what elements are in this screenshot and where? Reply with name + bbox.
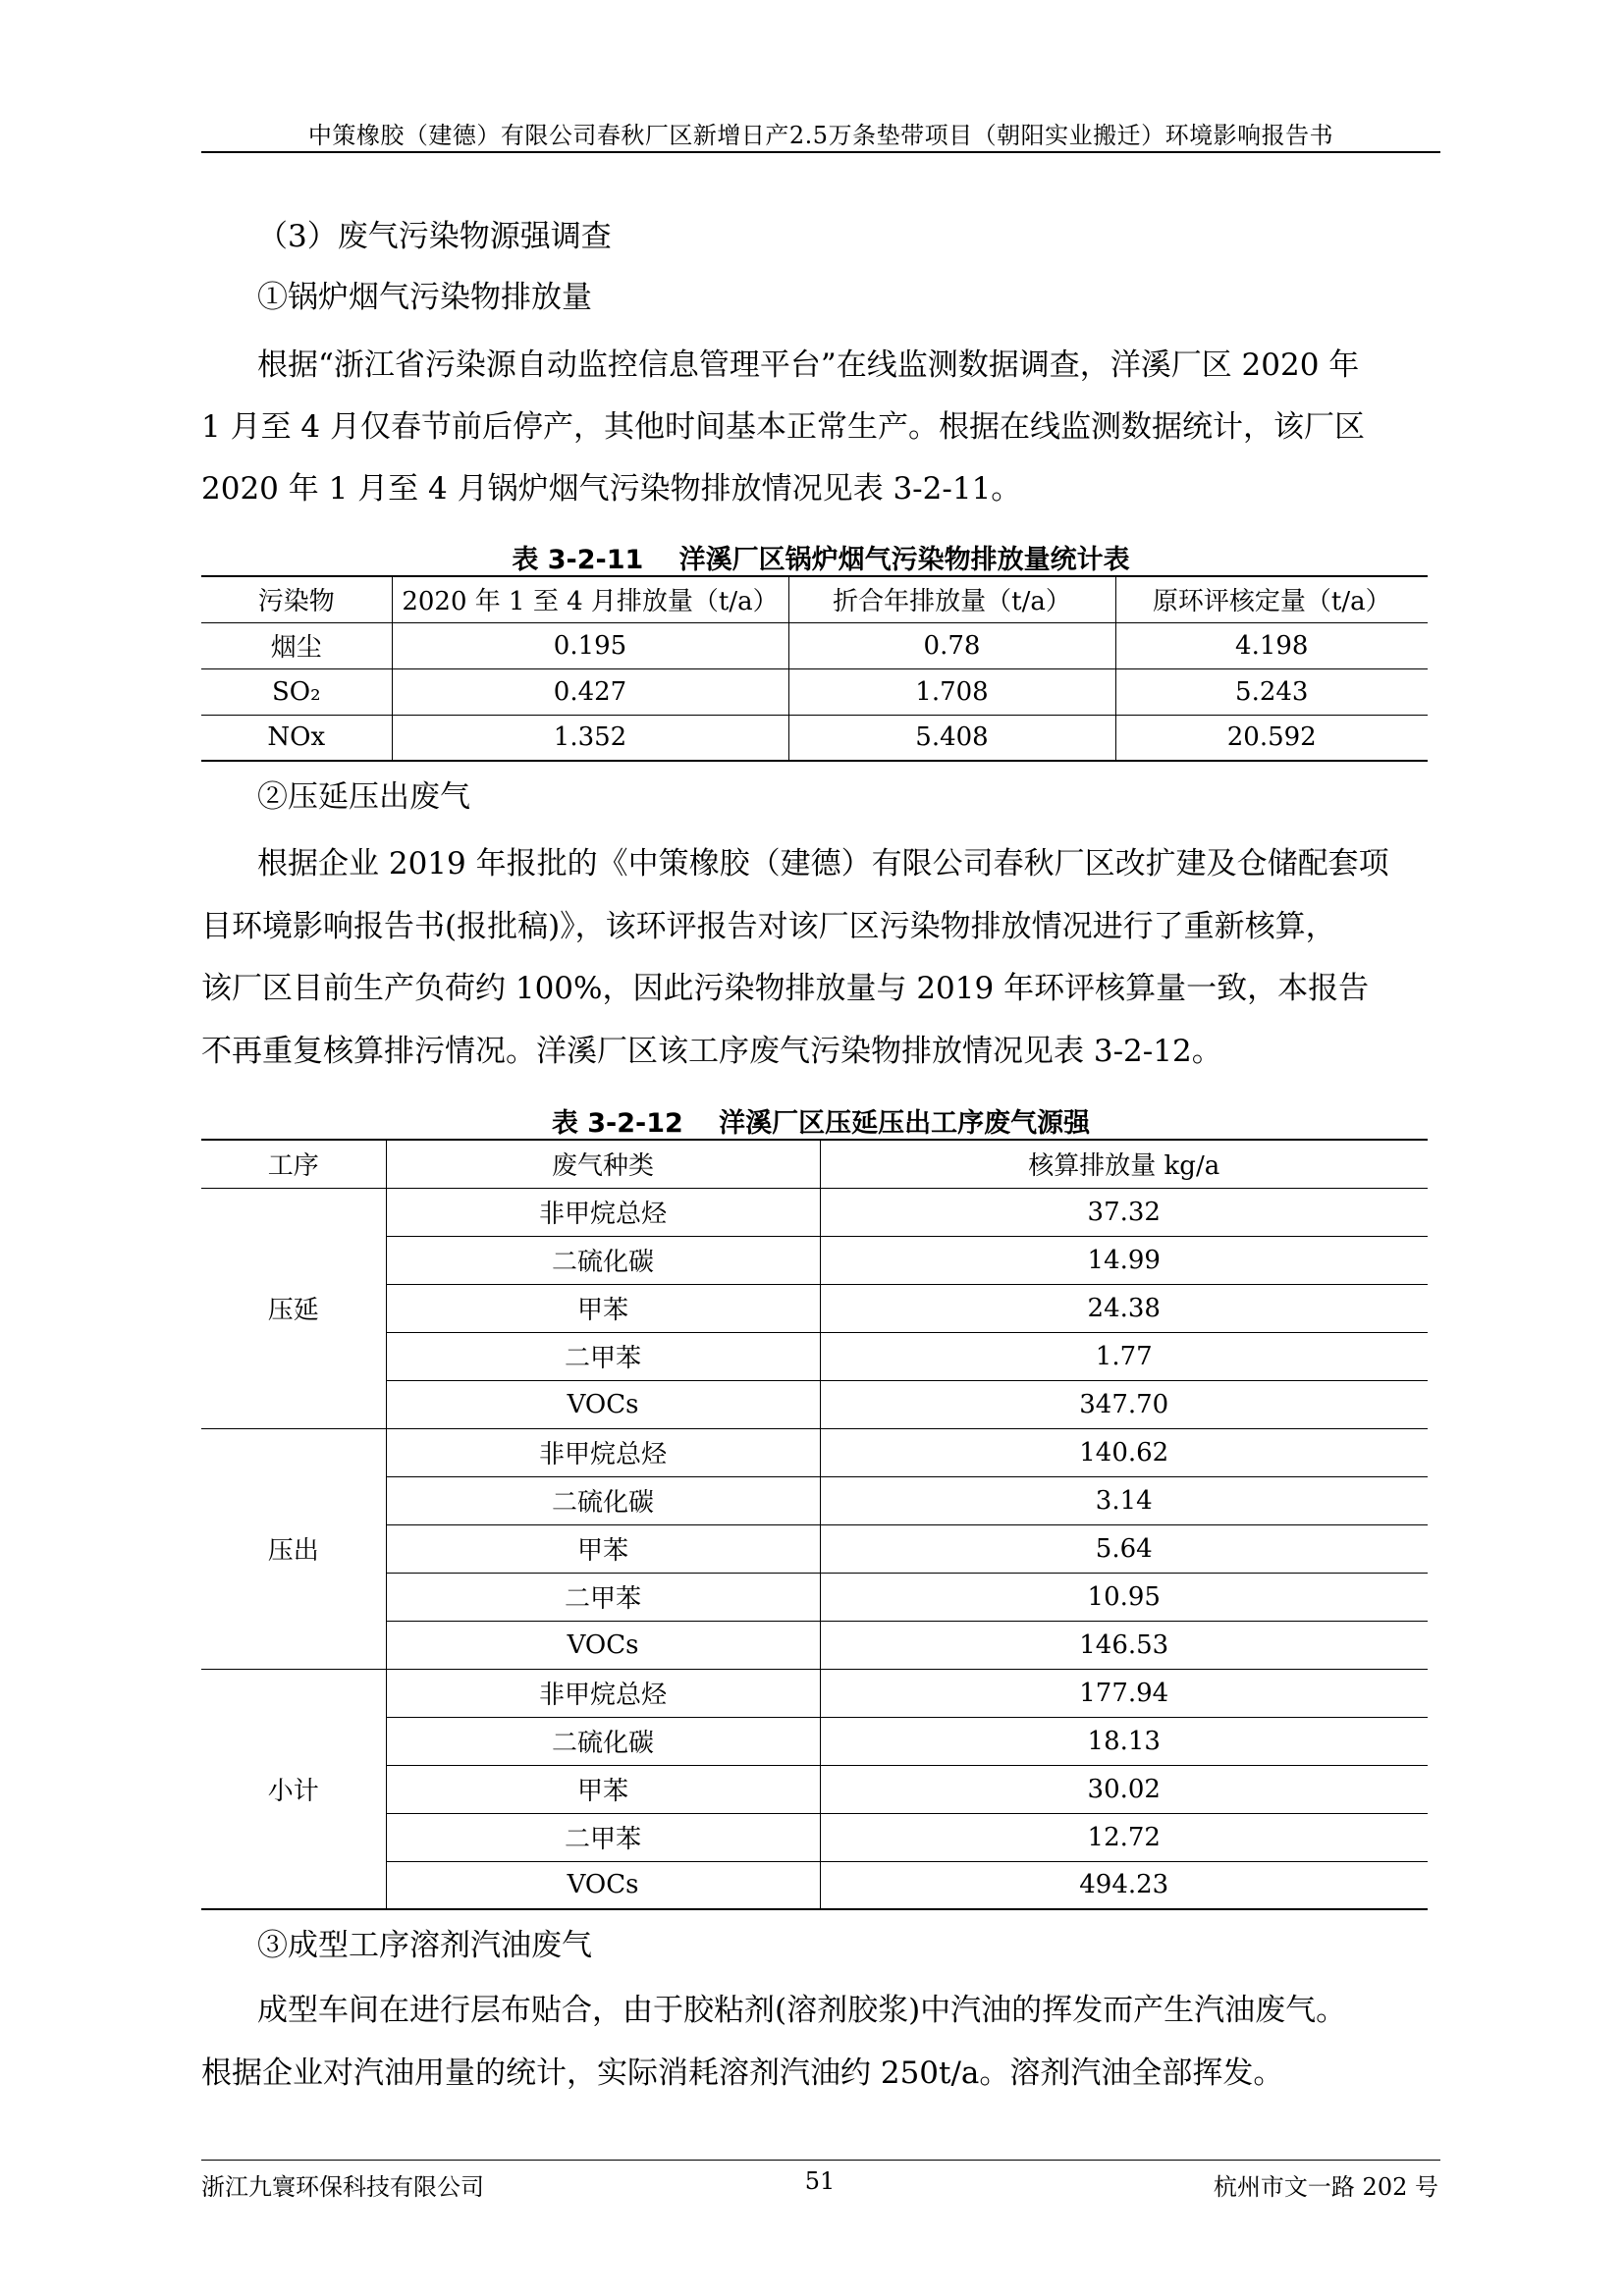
table-row xyxy=(201,1621,1428,1669)
table-cell: 1.77 xyxy=(820,1332,1428,1380)
sub3-para-line: 根据企业对汽油用量的统计，实际消耗溶剂汽油约 250t/a。溶剂汽油全部挥发。 xyxy=(201,2056,1284,2091)
table-row xyxy=(201,715,1428,761)
table-cell: 非甲烷总烃 xyxy=(386,1428,820,1476)
table-row xyxy=(201,1476,1428,1524)
column-header: 废气种类 xyxy=(386,1140,820,1188)
table-row xyxy=(201,622,1428,668)
table-cell: 37.32 xyxy=(820,1188,1428,1236)
table-cell: 140.62 xyxy=(820,1428,1428,1476)
table1-caption: 表 3-2-11 洋溪厂区锅炉烟气污染物排放量统计表 xyxy=(512,545,1130,575)
table-cell: 30.02 xyxy=(820,1765,1428,1813)
sub2-para-line: 不再重复核算排污情况。洋溪厂区该工序废气污染物排放情况见表 3-2-12。 xyxy=(201,1034,1222,1069)
group-cell: 压出 xyxy=(201,1428,386,1669)
table-row xyxy=(201,1188,1428,1236)
table-row xyxy=(201,1428,1428,1476)
table-cell: 146.53 xyxy=(820,1621,1428,1669)
table-cell: 0.78 xyxy=(788,622,1115,668)
table-cell: VOCs xyxy=(386,1380,820,1428)
table-cell: 10.95 xyxy=(820,1573,1428,1621)
table-cell: SO₂ xyxy=(201,668,392,715)
page-header: 中策橡胶（建德）有限公司春秋厂区新增日产2.5万条垫带项目（朝阳实业搬迁）环境影响报告书 xyxy=(307,122,1334,149)
sub3-para-line: 成型车间在进行层布贴合，由于胶粘剂(溶剂胶浆)中汽油的挥发而产生汽油废气。 xyxy=(257,1993,1347,2028)
table-cell: 494.23 xyxy=(820,1861,1428,1909)
table-row xyxy=(201,1284,1428,1332)
sub3-heading: ③成型工序溶剂汽油废气 xyxy=(257,1928,592,1963)
group-cell: 小计 xyxy=(201,1669,386,1909)
table-cell: 347.70 xyxy=(820,1380,1428,1428)
column-header: 核算排放量 kg/a xyxy=(820,1140,1428,1188)
table-cell: 二甲苯 xyxy=(386,1573,820,1621)
table-cell: 二硫化碳 xyxy=(386,1476,820,1524)
table-row xyxy=(201,1669,1428,1717)
emissions-table-boiler xyxy=(201,575,1428,762)
table-cell: 二甲苯 xyxy=(386,1332,820,1380)
table-cell: 0.195 xyxy=(392,622,788,668)
table-cell: 烟尘 xyxy=(201,622,392,668)
emissions-table-process xyxy=(201,1139,1428,1910)
column-header: 折合年排放量（t/a） xyxy=(788,576,1115,622)
table-cell: 12.72 xyxy=(820,1813,1428,1861)
table-cell: 4.198 xyxy=(1115,622,1428,668)
table-cell: 24.38 xyxy=(820,1284,1428,1332)
table-cell: 5.64 xyxy=(820,1524,1428,1573)
table-cell: 14.99 xyxy=(820,1236,1428,1284)
sub2-para-line: 该厂区目前生产负荷约 100%，因此污染物排放量与 2019 年环评核算量一致，本报告 xyxy=(201,971,1370,1006)
sub2-para-line: 目环境影响报告书(报批稿)》，该环评报告对该厂区污染物排放情况进行了重新核算， xyxy=(201,909,1336,944)
page-number: 51 xyxy=(804,2167,836,2195)
table-header-row xyxy=(201,1140,1428,1188)
group-cell: 压延 xyxy=(201,1188,386,1428)
sub1-heading: ①锅炉烟气污染物排放量 xyxy=(257,280,592,315)
sub2-para-line: 根据企业 2019 年报批的《中策橡胶（建德）有限公司春秋厂区改扩建及仓储配套项 xyxy=(257,846,1389,881)
table-row xyxy=(201,1380,1428,1428)
table-row xyxy=(201,1717,1428,1765)
table-cell: 甲苯 xyxy=(386,1284,820,1332)
footer-address: 杭州市文一路 202 号 xyxy=(1213,2173,1438,2201)
column-header: 原环评核定量（t/a） xyxy=(1115,576,1428,622)
table-cell: 0.427 xyxy=(392,668,788,715)
sub1-para-line: 2020 年 1 月至 4 月锅炉烟气污染物排放情况见表 3-2-11。 xyxy=(201,471,1022,507)
sub1-para-line: 1 月至 4 月仅春节前后停产，其他时间基本正常生产。根据在线监测数据统计，该厂区 xyxy=(201,409,1366,445)
sub1-para-line: 根据“浙江省污染源自动监控信息管理平台”在线监测数据调查，洋溪厂区 2020 年 xyxy=(257,347,1360,383)
table-row xyxy=(201,668,1428,715)
section-heading: （3）废气污染物源强调查 xyxy=(257,219,612,254)
table-cell: 18.13 xyxy=(820,1717,1428,1765)
table-cell: 二甲苯 xyxy=(386,1813,820,1861)
sub2-heading: ②压延压出废气 xyxy=(257,779,470,815)
table-cell: 3.14 xyxy=(820,1476,1428,1524)
table-cell: 177.94 xyxy=(820,1669,1428,1717)
footer-rule xyxy=(201,2160,1440,2161)
table-row xyxy=(201,1765,1428,1813)
column-header: 工序 xyxy=(201,1140,386,1188)
table-row xyxy=(201,1524,1428,1573)
table-cell: 5.243 xyxy=(1115,668,1428,715)
table-row xyxy=(201,1861,1428,1909)
table-cell: VOCs xyxy=(386,1861,820,1909)
header-rule xyxy=(201,151,1440,153)
table-cell: 二硫化碳 xyxy=(386,1717,820,1765)
column-header: 2020 年 1 至 4 月排放量（t/a） xyxy=(392,576,788,622)
table-cell: 1.708 xyxy=(788,668,1115,715)
table-cell: VOCs xyxy=(386,1621,820,1669)
table2-caption: 表 3-2-12 洋溪厂区压延压出工序废气源强 xyxy=(551,1108,1091,1139)
table-header-row xyxy=(201,576,1428,622)
table-row xyxy=(201,1813,1428,1861)
table-cell: NOx xyxy=(201,715,392,761)
table-cell: 5.408 xyxy=(788,715,1115,761)
footer-company: 浙江九寰环保科技有限公司 xyxy=(201,2173,484,2201)
table-cell: 非甲烷总烃 xyxy=(386,1188,820,1236)
table-cell: 甲苯 xyxy=(386,1765,820,1813)
table-cell: 二硫化碳 xyxy=(386,1236,820,1284)
column-header: 污染物 xyxy=(201,576,392,622)
table-cell: 20.592 xyxy=(1115,715,1428,761)
table-cell: 甲苯 xyxy=(386,1524,820,1573)
table-row xyxy=(201,1573,1428,1621)
table-row xyxy=(201,1236,1428,1284)
table-cell: 1.352 xyxy=(392,715,788,761)
table-cell: 非甲烷总烃 xyxy=(386,1669,820,1717)
table-row xyxy=(201,1332,1428,1380)
